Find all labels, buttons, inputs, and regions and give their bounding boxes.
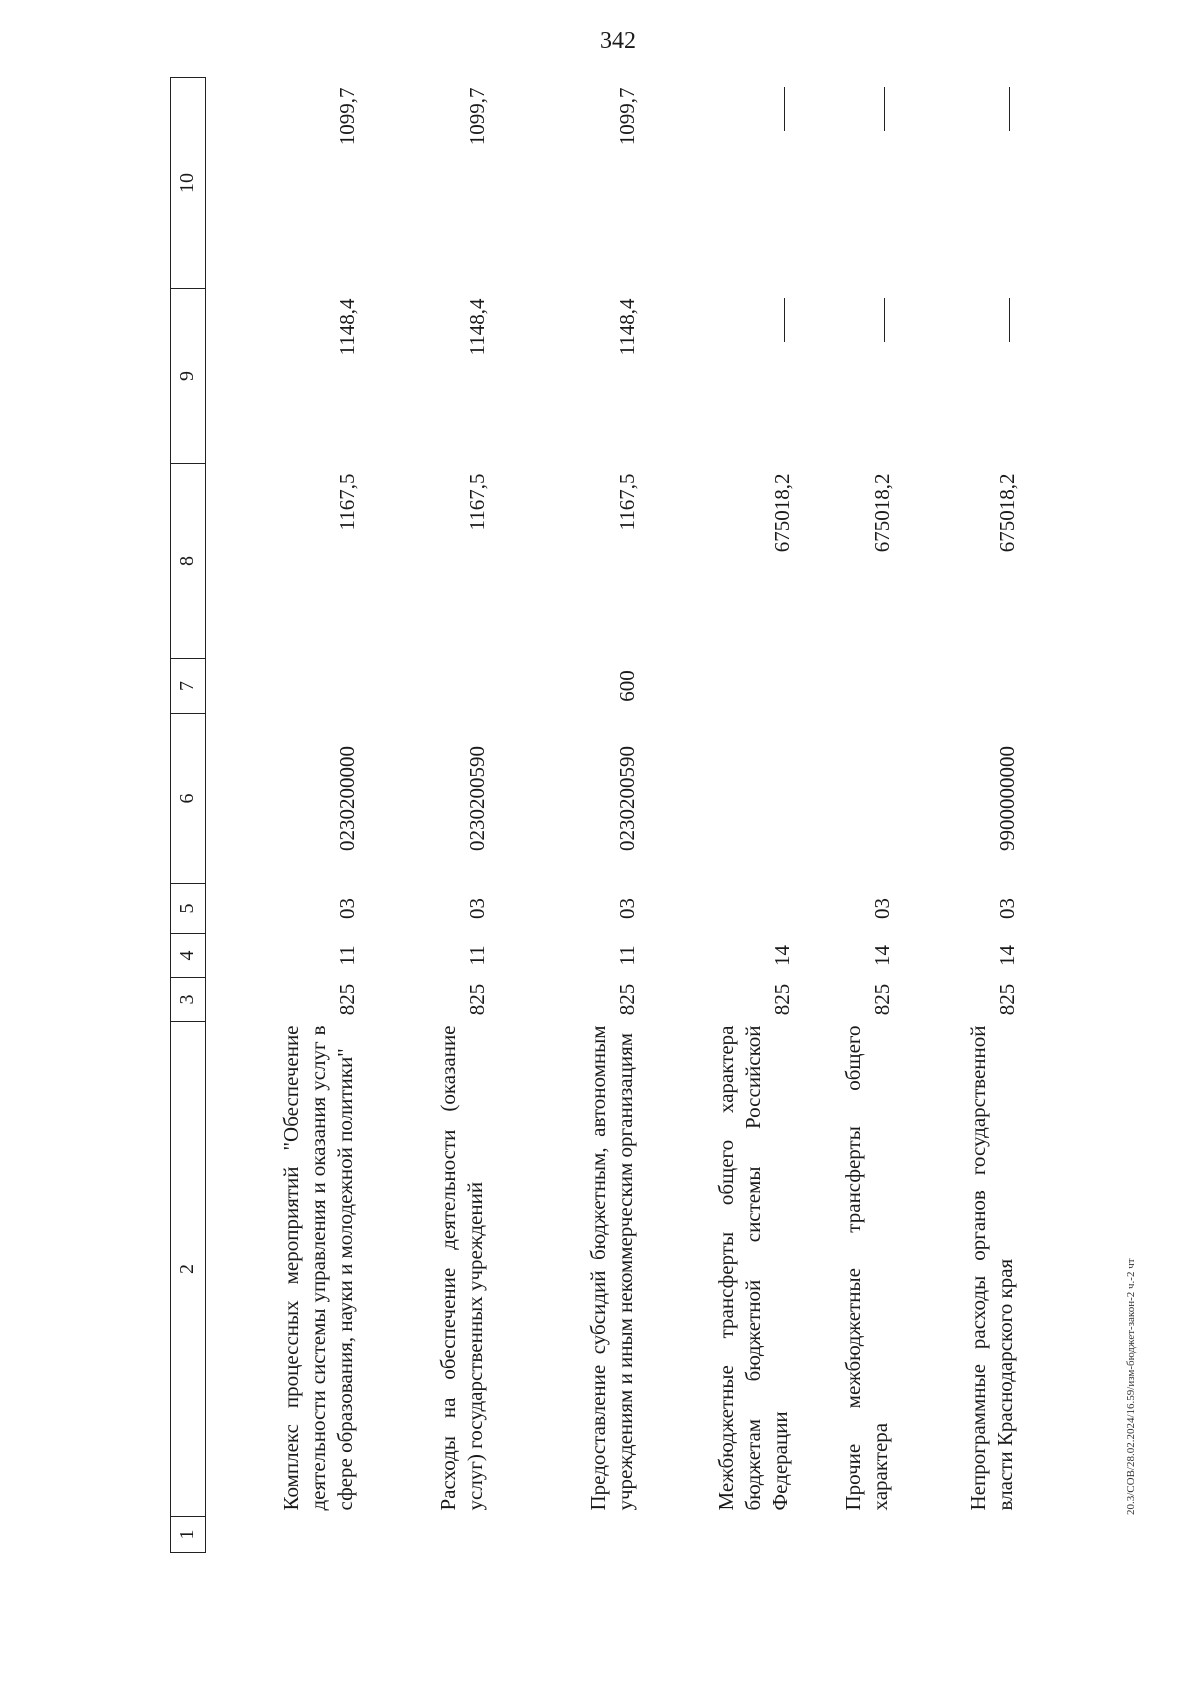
cell-col1 [491,1517,641,1553]
cell-pr: 03 [465,898,490,919]
budget-table [170,77,1021,1553]
cell-csr [641,714,796,884]
column-header-3: 3 [171,978,206,1022]
cell-ved: 825 [995,983,1020,1016]
cell-csr: 9900000000 [995,746,1020,851]
cell-csr: 0230200000 [335,746,360,851]
cell-col1 [361,1517,491,1553]
rotated-table-wrapper [170,78,1075,1553]
cell-col1 [796,1517,896,1553]
cell-ved: 825 [465,983,490,1016]
document-footer-code: 20.3/СОВ/28.02.2024/16.59/изм-бюджет-закон-2 ч.-2 чт [1125,1258,1137,1515]
cell-vr [796,659,896,714]
cell-description [896,1022,1021,1517]
cell-amount-9: 1148,4 [335,298,360,356]
dash-mark [1009,299,1010,343]
table-row [641,78,796,1553]
cell-description [796,1022,896,1517]
header-row [171,78,206,1553]
cell-amount-9: 1148,4 [615,298,640,356]
column-header-4: 4 [171,934,206,978]
cell-amount-9 [641,289,796,464]
cell-amount-10: 1099,7 [335,87,360,146]
cell-pr: 03 [335,898,360,919]
cell-rz: 11 [335,945,360,966]
cell-amount-8: 1167,5 [465,473,490,531]
column-header-8: 8 [171,464,206,659]
cell-rz: 11 [615,945,640,966]
cell-rz: 11 [465,945,490,966]
cell-rz: 14 [770,945,795,966]
cell-col1 [641,1517,796,1553]
page-number: 342 [600,28,636,54]
cell-amount-8: 1167,5 [615,473,640,531]
table-row [361,78,491,1553]
cell-vr [641,659,796,714]
cell-vr [361,659,491,714]
cell-col1 [206,1517,362,1553]
cell-amount-10 [641,78,796,289]
cell-description [491,1022,641,1517]
cell-csr [796,714,896,884]
cell-ved: 825 [870,983,895,1016]
cell-amount-10: 1099,7 [615,87,640,146]
cell-vr: 600 [615,670,640,702]
table-row [896,78,1021,1553]
cell-description [641,1022,796,1517]
cell-ved: 825 [770,983,795,1016]
description-text: Межбюджетные трансферты общего характера бюджетам бюджетной системы Российской Федерации [714,1025,793,1511]
column-header-10: 10 [171,78,206,289]
cell-amount-8: 1167,5 [335,473,360,531]
table-row [491,78,641,1553]
cell-description [361,1022,491,1517]
cell-amount-8: 675018,2 [870,473,895,553]
cell-csr: 0230200590 [615,746,640,851]
cell-pr: 03 [995,898,1020,919]
cell-ved: 825 [615,983,640,1016]
cell-amount-8: 675018,2 [995,473,1020,553]
column-header-9: 9 [171,289,206,464]
column-header-6: 6 [171,714,206,884]
description-text: Комплекс процессных мероприятий "Обеспечение деятельности системы управления и оказания услуг в сфере образования, науки и молодежной политики" [279,1025,358,1511]
cell-rz: 14 [870,945,895,966]
cell-amount-10 [796,78,896,289]
dash-mark [784,88,785,132]
dash-mark [884,299,885,343]
cell-description [206,1022,362,1517]
column-header-1: 1 [171,1517,206,1553]
description-text: Расходы на обеспечение деятельности (оказание услуг) государственных учреждений [436,1025,488,1511]
cell-vr [896,659,1021,714]
cell-ved: 825 [335,983,360,1016]
cell-amount-10 [896,78,1021,289]
dash-mark [884,88,885,132]
cell-col1 [896,1517,1021,1553]
table-row [206,78,362,1553]
cell-pr [641,884,796,934]
cell-csr: 0230200590 [465,746,490,851]
cell-amount-9 [796,289,896,464]
cell-amount-9: 1148,4 [465,298,490,356]
cell-amount-9 [896,289,1021,464]
cell-rz: 14 [995,945,1020,966]
cell-amount-8: 675018,2 [770,473,795,553]
column-header-2: 2 [171,1022,206,1517]
description-text: Прочие межбюджетные трансферты общего характера [841,1025,893,1511]
cell-vr [206,659,362,714]
description-text: Непрограммные расходы органов государственной власти Краснодарского края [966,1025,1018,1511]
dash-mark [784,299,785,343]
dash-mark [1009,88,1010,132]
cell-amount-10: 1099,7 [465,87,490,146]
table-row [796,78,896,1553]
cell-pr: 03 [870,898,895,919]
description-text: Предоставление субсидий бюджетным, автономным учреждениям и иным некоммерческим организациям [586,1025,638,1511]
column-header-5: 5 [171,884,206,934]
column-header-7: 7 [171,659,206,714]
cell-pr: 03 [615,898,640,919]
